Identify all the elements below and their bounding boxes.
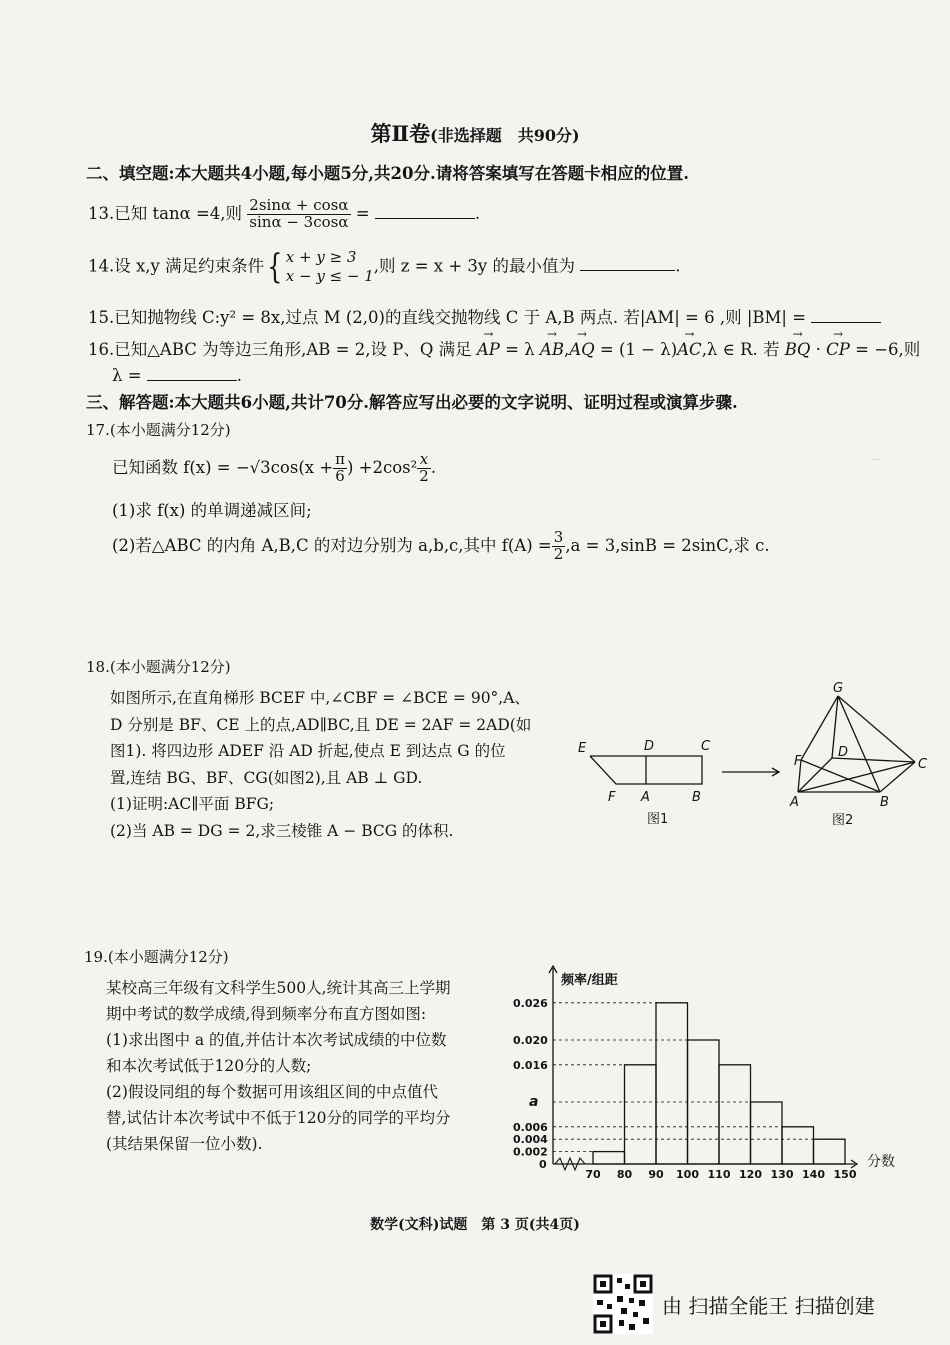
y-tick-label: 0.026 [513,996,548,1010]
q16-part-6: · [815,340,821,359]
fig1-label-c: C [701,739,711,754]
histogram-bar [593,1152,625,1164]
fold-arrow [722,768,779,776]
q17-p2-post: ,a = 3,sinB = 2sinC,求 c. [565,535,770,555]
question-15 [88,304,881,328]
figure-1-trapezoid [590,756,702,784]
histogram-bar [719,1065,751,1164]
fig1-label-a: A [641,790,650,805]
scanner-watermark: 由 扫描全能王 扫描创建 [662,1294,875,1318]
q19-line: (1)求出图中 a 的值,并估计本次考试成绩的中位数 [106,1031,447,1049]
q18-line: (2)当 AB = DG = 2,求三棱锥 A − BCG 的体积. [110,821,454,840]
x-tick-label: 120 [739,1168,762,1181]
q14-constraint-1: x + y ≥ 3 [285,248,357,266]
fig2-label-a: A [790,795,799,810]
histogram-x-label: 分数 [867,1154,895,1170]
q17-pi-over-6 [333,452,347,485]
q16-part-2: = λ [505,340,535,359]
histogram-origin: 0 [539,1158,547,1171]
question-13 [88,198,480,231]
q19-line: 和本次考试低于120分的人数; [106,1057,312,1075]
section-3-heading: 三、解答题:本大题共6小题,共计70分.解答应写出必要的文字说明、证明过程或演算步骤. [86,393,738,412]
q16-lambda: λ = [112,366,142,385]
x-tick-label: 130 [770,1168,794,1181]
q19-line: 期中考试的数学成绩,得到频率分布直方图如图: [106,1005,427,1023]
q17-func-end: . [430,457,437,477]
y-tick-label: 0.020 [513,1034,548,1047]
show-through-text: ~ [870,450,883,468]
q14-answer-blank[interactable] [580,270,675,271]
page-title [0,118,950,148]
frequency-histogram [505,960,905,1185]
fig1-label-b: B [692,790,701,805]
histogram-y-label: 频率/组距 [561,973,618,988]
y-tick-label: 0.016 [513,1058,548,1072]
q18-figures [570,680,940,830]
x-tick-label: 110 [707,1168,731,1181]
q16-end: . [236,366,243,385]
fig2-label-d: D [838,745,849,760]
histogram-bar [782,1127,814,1164]
q16-part-4: = (1 − λ) [599,340,678,359]
fig2-label-b: B [880,795,889,810]
q13-fraction [247,198,350,231]
q16-vector-bq: → BQ [785,340,811,359]
q17-six: 6 [335,466,345,485]
q14-prefix: 14.设 x,y 满足约束条件 [88,256,265,276]
q14-constraint-2: x − y ≤ − 1 [285,266,374,285]
y-tick-label: 0.004 [513,1133,548,1147]
q14-post: ,则 z = x + 3y 的最小值为 [373,256,575,276]
fig2-caption: 图2 [832,813,854,828]
fig1-caption: 图1 [647,812,669,827]
question-16-line-2 [112,366,242,385]
q16-vector-ac: → AC [677,340,702,359]
histogram-bar [656,1003,688,1164]
q16-vector-aq: → AQ [569,340,594,359]
q17-two: 2 [419,466,429,485]
q13-denominator: sinα − 3cosα [249,212,349,231]
histogram-bars [593,1003,845,1164]
q16-part-3: , [563,340,570,359]
question-16 [88,336,920,360]
x-tick-label: 80 [616,1168,633,1181]
q17-function [112,452,436,485]
q16-part-5: ,λ ∈ R. 若 [701,340,780,359]
y-tick-label: a [529,1094,539,1110]
q13-answer-blank[interactable] [375,218,475,219]
histogram-x-ticks [585,1168,856,1181]
q17-p2-pre: (2)若△ABC 的内角 A,B,C 的对边分别为 a,b,c,其中 f(A) = [112,535,552,555]
q19-line: 某校高三年级有文科学生500人,统计其高三上学期 [106,979,451,997]
q14-brace: { [267,246,283,287]
page-footer: 数学(文科)试题 第 3 页(共4页) [370,1217,580,1233]
q17-part-1: (1)求 f(x) 的单调递减区间; [112,501,312,520]
y-tick-label: 0.002 [513,1145,548,1159]
q13-numerator: 2sinα + cosα [249,196,349,214]
y-tick-label: 0.006 [513,1120,548,1134]
q17-part-2 [112,530,770,563]
histogram-bar [751,1102,783,1164]
x-tick-label: 150 [833,1168,857,1181]
q13-equals: = [355,203,370,223]
q15-text: 15.已知抛物线 C:y² = 8x,过点 M (2,0)的直线交抛物线 C 于 A,B 两点. 若|AM| = 6 ,则 |BM| = [88,308,807,327]
q17-pi: π [335,450,345,468]
q17-func-mid: ) +2cos² [347,457,418,477]
x-tick-label: 140 [802,1168,825,1181]
q16-answer-blank[interactable] [147,380,237,381]
fig1-label-e: E [578,741,587,756]
q15-answer-blank[interactable] [811,322,881,323]
q18-line: 置,连结 BG、BF、CG(如图2),且 AB ⊥ GD. [110,768,423,787]
q14-constraints [286,248,374,286]
q17-three: 3 [553,528,564,546]
title-sub: (非选择题 共90分) [430,126,580,145]
q17-func-pre: 已知函数 f(x) = −√3cos(x + [112,457,334,477]
histogram-bar [814,1139,846,1164]
q16-vector-cp: → CP [826,340,850,359]
q16-part-1: 16.已知△ABC 为等边三角形,AB = 2,设 P、Q 满足 [88,340,472,359]
q16-vector-ab: → AB [540,340,564,359]
q17-three-halves [552,530,566,563]
fig1-label-d: D [644,739,655,754]
question-14 [88,248,680,286]
qr-code-icon [593,1274,653,1334]
fig2-edge-gc [838,696,915,762]
q16-part-7: = −6,则 [855,340,921,359]
q19-line: (2)假设同组的每个数据可用该组区间的中点值代 [106,1083,438,1101]
fig2-label-g: G [833,681,844,696]
q18-heading: 18.(本小题满分12分) [86,658,231,676]
q18-line: 图1). 将四边形 ADEF 沿 AD 折起,使点 E 到达点 G 的位 [110,742,506,760]
q13-end: . [474,203,481,223]
q14-end: . [675,256,681,276]
fig2-label-c: C [918,757,928,772]
q13-prefix: 13.已知 tanα =4,则 [88,203,243,223]
q18-line: D 分别是 BF、CE 上的点,AD∥BC,且 DE = 2AF = 2AD(如 [110,715,532,734]
q18-line: 如图所示,在直角梯形 BCEF 中,∠CBF = ∠BCE = 90°,A、 [110,689,530,707]
x-tick-label: 100 [676,1168,699,1181]
q19-line: (其结果保留一位小数). [106,1135,263,1153]
section-2-heading: 二、填空题:本大题共4小题,每小题5分,共20分.请将答案填写在答题卡相应的位置. [86,164,689,183]
histogram-bar [625,1065,657,1164]
q17-x: x [417,452,431,469]
q18-body [110,685,531,844]
figure-2-pyramid [798,696,915,792]
q19-body [106,975,451,1157]
q16-vector-ap: → AP [477,340,500,359]
q18-line: (1)证明:AC∥平面 BFG; [110,795,275,813]
q17-two-b: 2 [553,544,564,563]
q17-heading: 17.(本小题满分12分) [86,421,231,439]
x-tick-label: 70 [585,1168,601,1181]
title-main: 第Ⅱ卷 [370,121,431,146]
q17-x-over-2 [417,452,431,485]
fig2-label-f: F [794,754,802,769]
q19-heading: 19.(本小题满分12分) [84,948,229,966]
x-tick-label: 90 [648,1168,664,1181]
histogram-reference-lines [553,1003,845,1152]
histogram-y-ticks [513,997,548,1159]
q19-line: 替,试估计本次考试中不低于120分的同学的平均分 [106,1109,451,1127]
fig1-label-f: F [608,790,616,805]
